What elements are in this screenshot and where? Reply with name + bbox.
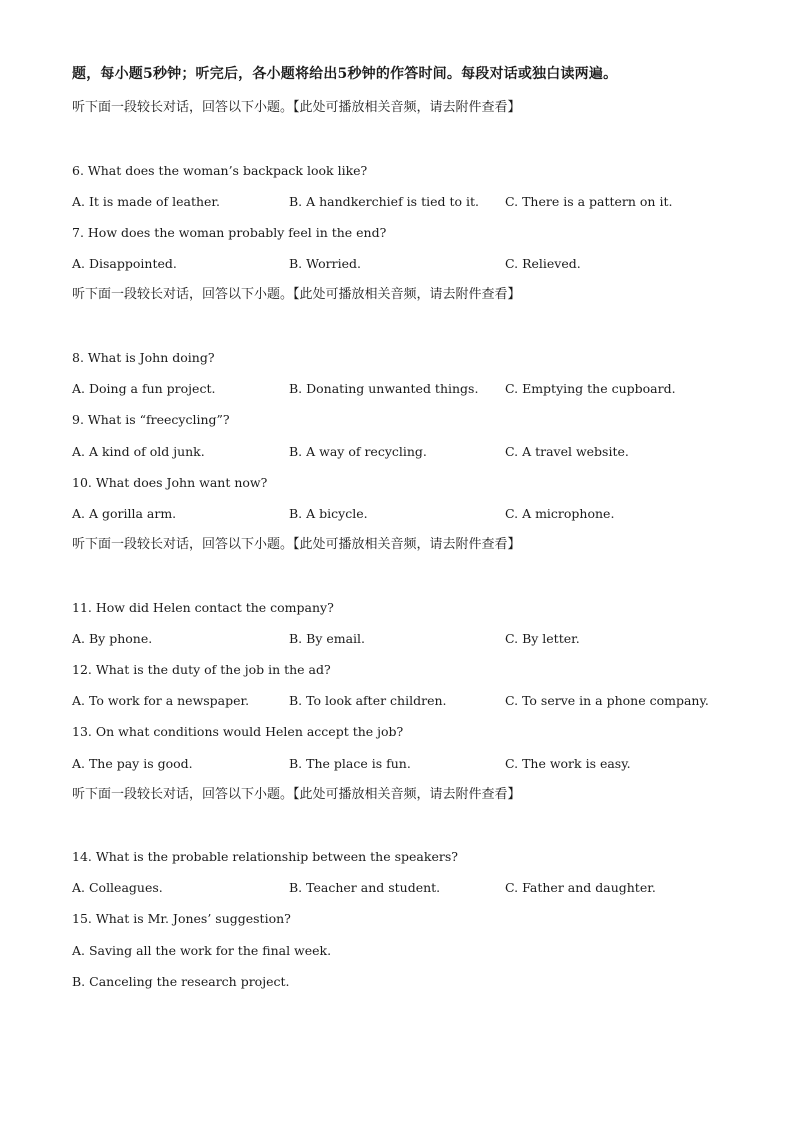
- option-13c: C. The work is easy.: [505, 756, 631, 771]
- option-13b: B. The place is fun.: [289, 756, 411, 771]
- audio-note: 听下面一段较长对话，回答以下小题。【此处可播放相关音频，请去附件查看】: [72, 287, 521, 302]
- audio-note: 听下面一段较长对话，回答以下小题。【此处可播放相关音频，请去附件查看】: [72, 537, 521, 552]
- option-9b: B. A way of recycling.: [289, 444, 427, 459]
- option-13a: A. The pay is good.: [72, 756, 193, 771]
- option-12c: C. To serve in a phone company.: [505, 693, 709, 708]
- option-8a: A. Doing a fun project.: [72, 381, 216, 396]
- question-12: 12. What is the duty of the job in the ad?: [72, 662, 331, 677]
- option-6b: B. A handkerchief is tied to it.: [289, 194, 479, 209]
- audio-note: 听下面一段较长对话，回答以下小题。【此处可播放相关音频，请去附件查看】: [72, 787, 521, 802]
- option-8c: C. Emptying the cupboard.: [505, 381, 676, 396]
- option-12b: B. To look after children.: [289, 693, 447, 708]
- option-12a: A. To work for a newspaper.: [72, 693, 250, 708]
- option-15b: B. Canceling the research project.: [72, 974, 290, 989]
- option-11c: C. By letter.: [505, 631, 580, 646]
- option-8b: B. Donating unwanted things.: [289, 381, 479, 396]
- option-10c: C. A microphone.: [505, 506, 615, 521]
- option-15a: A. Saving all the work for the final week.: [72, 943, 332, 958]
- option-9a: A. A kind of old junk.: [72, 444, 205, 459]
- option-10b: B. A bicycle.: [289, 506, 368, 521]
- option-7a: A. Disappointed.: [72, 256, 177, 271]
- option-9c: C. A travel website.: [505, 444, 629, 459]
- section-instructions: 题，每小题5秒钟；听完后，各小题将给出5秒钟的作答时间。每段对话或独白读两遍。: [72, 66, 618, 82]
- option-14a: A. Colleagues.: [72, 880, 163, 895]
- question-7: 7. How does the woman probably feel in the end?: [72, 225, 387, 240]
- option-6c: C. There is a pattern on it.: [505, 194, 673, 209]
- option-14b: B. Teacher and student.: [289, 880, 441, 895]
- option-10a: A. A gorilla arm.: [72, 506, 177, 521]
- question-15: 15. What is Mr. Jones’ suggestion?: [72, 911, 291, 926]
- option-7b: B. Worried.: [289, 256, 361, 271]
- option-6a: A. It is made of leather.: [72, 194, 220, 209]
- option-14c: C. Father and daughter.: [505, 880, 656, 895]
- question-8: 8. What is John doing?: [72, 350, 215, 365]
- question-13: 13. On what conditions would Helen accept the job?: [72, 724, 404, 739]
- audio-note: 听下面一段较长对话，回答以下小题。【此处可播放相关音频，请去附件查看】: [72, 100, 521, 115]
- question-14: 14. What is the probable relationship between the speakers?: [72, 849, 458, 864]
- option-11b: B. By email.: [289, 631, 366, 646]
- option-11a: A. By phone.: [72, 631, 153, 646]
- question-11: 11. How did Helen contact the company?: [72, 600, 334, 615]
- question-6: 6. What does the woman’s backpack look like?: [72, 163, 368, 178]
- option-7c: C. Relieved.: [505, 256, 581, 271]
- question-10: 10. What does John want now?: [72, 475, 268, 490]
- question-9: 9. What is “freecycling”?: [72, 412, 230, 427]
